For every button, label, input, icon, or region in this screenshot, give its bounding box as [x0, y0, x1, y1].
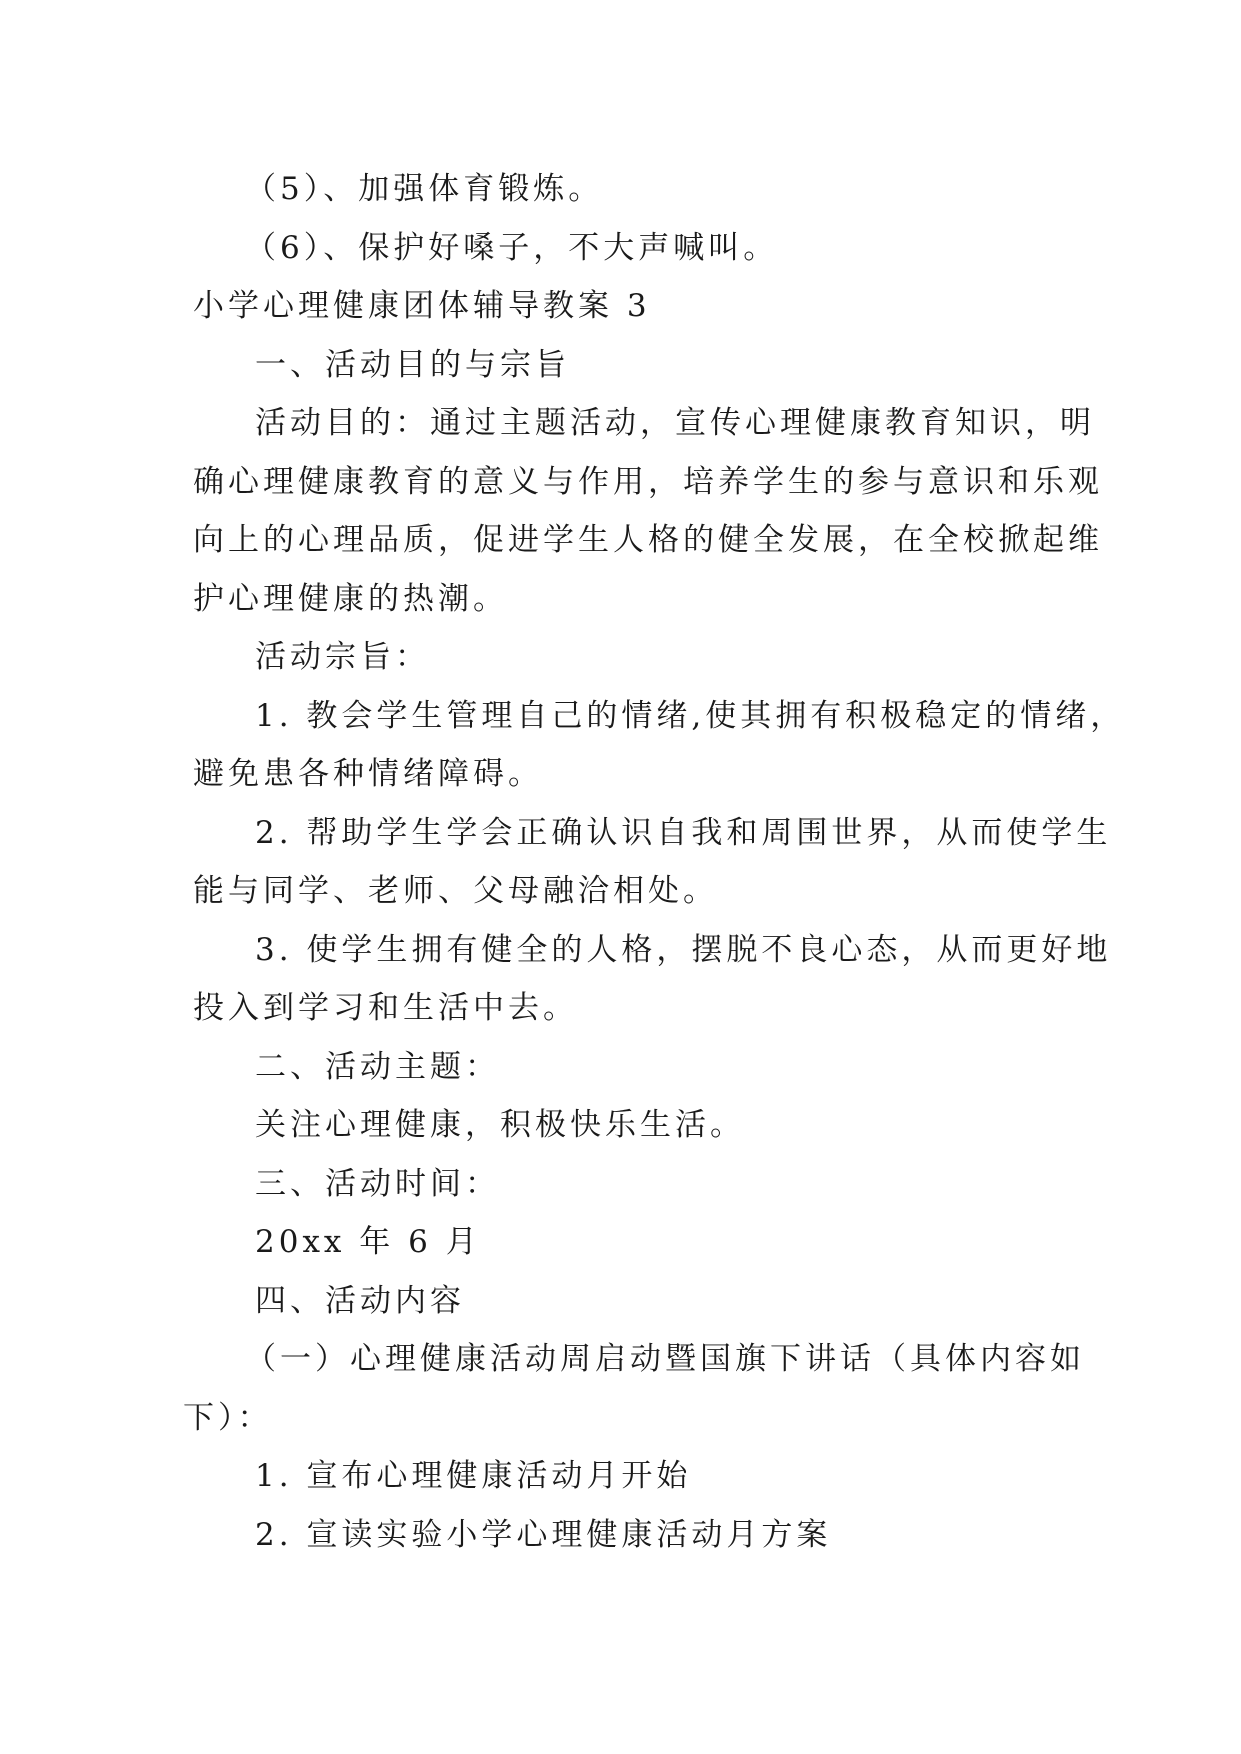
content-item-1-line-1: （一）心理健康活动周启动暨国旗下讲话（具体内容如 — [245, 1341, 1085, 1377]
heading-theme: 二、活动主题： — [255, 1048, 500, 1085]
theme-text: 关注心理健康，积极快乐生活。 — [255, 1107, 745, 1143]
paragraph-purpose-line-4: 护心理健康的热潮。 — [193, 580, 508, 617]
time-text: 20xx 年 6 月 — [255, 1224, 481, 1260]
heading-tenet: 活动宗旨： — [255, 639, 430, 675]
paragraph-purpose-line-1: 活动目的：通过主题活动，宣传心理健康教育知识，明 — [255, 405, 1095, 441]
tenet-item-1-line-1: 1. 教会学生管理自己的情绪,使其拥有积极稳定的情绪， — [255, 697, 1126, 734]
tenet-item-2-line-2: 能与同学、老师、父母融洽相处。 — [193, 873, 718, 909]
document-body — [183, 160, 1126, 1564]
content-subitem-1: 1. 宣布心理健康活动月开始 — [255, 1458, 692, 1494]
section-title: 小学心理健康团体辅导教案 3 — [193, 288, 651, 324]
heading-time: 三、活动时间： — [255, 1165, 500, 1202]
content-item-1-line-2: 下）： — [183, 1399, 273, 1436]
content-subitem-2: 2. 宣读实验小学心理健康活动月方案 — [255, 1516, 832, 1553]
paragraph-purpose-line-2: 确心理健康教育的意义与作用，培养学生的参与意识和乐观 — [193, 463, 1103, 500]
tenet-item-3-line-2: 投入到学习和生活中去。 — [193, 990, 578, 1026]
paragraph-purpose-line-3: 向上的心理品质，促进学生人格的健全发展，在全校掀起维 — [193, 522, 1103, 558]
list-item-6: （6）、保护好嗓子，不大声喊叫。 — [245, 229, 779, 266]
tenet-item-2-line-1: 2. 帮助学生学会正确认识自我和周围世界，从而使学生 — [255, 814, 1112, 851]
heading-purpose: 一、活动目的与宗旨 — [255, 346, 570, 383]
tenet-item-1-line-2: 避免患各种情绪障碍。 — [193, 756, 543, 792]
heading-content: 四、活动内容 — [255, 1282, 465, 1319]
tenet-item-3-line-1: 3. 使学生拥有健全的人格，摆脱不良心态，从而更好地 — [255, 931, 1112, 968]
list-item-5: （5）、加强体育锻炼。 — [245, 171, 604, 207]
